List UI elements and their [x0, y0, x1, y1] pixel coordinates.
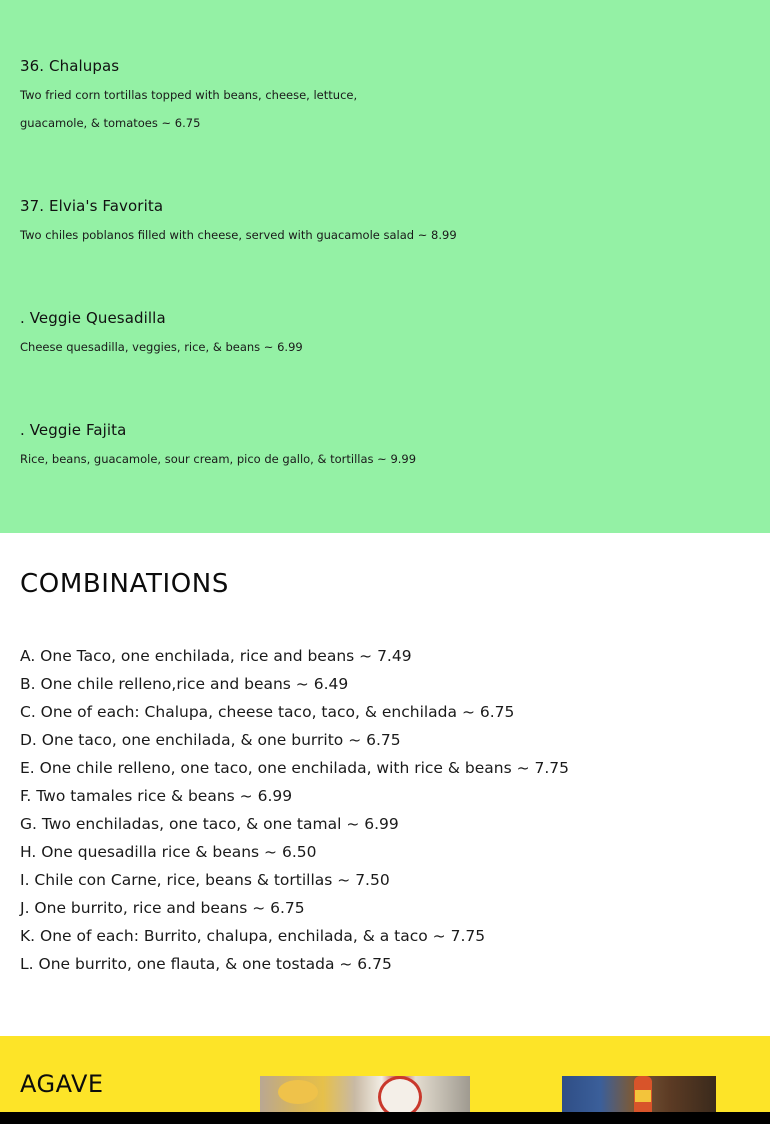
- menu-item-description: Two chiles poblanos filled with cheese, served with guacamole salad ~ 8.99: [20, 228, 457, 242]
- menu-item-description: Rice, beans, guacamole, sour cream, pico de gallo, & tortillas ~ 9.99: [20, 452, 417, 466]
- list-item: C. One of each: Chalupa, cheese taco, taco, & enchilada ~ 6.75: [20, 703, 515, 721]
- table-photo: [562, 1076, 716, 1112]
- menu-item-description: Two fried corn tortillas topped with beans, cheese, lettuce,: [20, 88, 358, 102]
- list-item: A. One Taco, one enchilada, rice and beans ~ 7.49: [20, 647, 412, 665]
- list-item: E. One chile relleno, one taco, one enchilada, with rice & beans ~ 7.75: [20, 759, 570, 777]
- agave-heading: AGAVE: [20, 1070, 104, 1098]
- list-item: L. One burrito, one flauta, & one tostada ~ 6.75: [20, 955, 392, 973]
- menu-item-description: guacamole, & tomatoes ~ 6.75: [20, 116, 201, 130]
- bottom-bar: [0, 1112, 770, 1124]
- menu-item-title: 36. Chalupas: [20, 57, 120, 75]
- list-item: H. One quesadilla rice & beans ~ 6.50: [20, 843, 317, 861]
- bottle-label: [635, 1090, 651, 1102]
- list-item: F. Two tamales rice & beans ~ 6.99: [20, 787, 293, 805]
- food-shape: [278, 1080, 318, 1104]
- list-item: B. One chile relleno,rice and beans ~ 6.49: [20, 675, 349, 693]
- list-item: J. One burrito, rice and beans ~ 6.75: [20, 899, 305, 917]
- menu-item-title: 37. Elvia's Favorita: [20, 197, 164, 215]
- list-item: K. One of each: Burrito, chalupa, enchilada, & a taco ~ 7.75: [20, 927, 486, 945]
- list-item: G. Two enchiladas, one taco, & one tamal ~ 6.99: [20, 815, 399, 833]
- menu-item-description: Cheese quesadilla, veggies, rice, & beans ~ 6.99: [20, 340, 303, 354]
- list-item: D. One taco, one enchilada, & one burrito ~ 6.75: [20, 731, 401, 749]
- menu-item-title: . Veggie Quesadilla: [20, 309, 166, 327]
- combinations-heading: COMBINATIONS: [20, 569, 229, 599]
- specials-section: [0, 0, 770, 533]
- list-item: I. Chile con Carne, rice, beans & tortillas ~ 7.50: [20, 871, 390, 889]
- combinations-list: [20, 642, 569, 978]
- menu-item-title: . Veggie Fajita: [20, 421, 127, 439]
- plate-shape: [378, 1076, 422, 1112]
- food-photo: [260, 1076, 470, 1112]
